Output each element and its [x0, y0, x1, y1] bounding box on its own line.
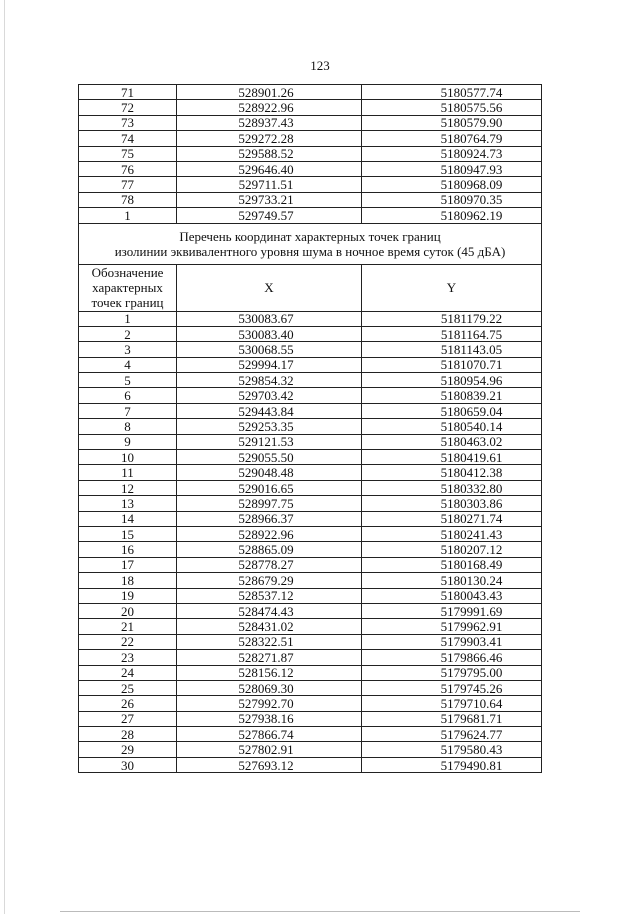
point-number-cell: 12: [79, 480, 177, 495]
y-coordinate-cell: 5180575.56: [362, 100, 542, 115]
y-coordinate-cell: 5180764.79: [362, 131, 542, 146]
y-coordinate-cell: 5180540.14: [362, 419, 542, 434]
table-row: [79, 146, 542, 161]
y-coordinate-cell: 5180924.73: [362, 146, 542, 161]
table-row: [79, 650, 542, 665]
x-coordinate-cell: 529272.28: [177, 131, 362, 146]
x-coordinate-cell: 529854.32: [177, 373, 362, 388]
table-row: [79, 388, 542, 403]
table-row: [79, 131, 542, 146]
table-row: [79, 373, 542, 388]
header-y: Y: [362, 264, 542, 311]
caption-line-2: изолинии эквивалентного уровня шума в ночное время суток (45 дБА): [114, 243, 506, 259]
point-number-cell: 7: [79, 403, 177, 418]
header-label-line-3: точек границ: [91, 295, 164, 311]
y-coordinate-cell: 5181143.05: [362, 342, 542, 357]
x-coordinate-cell: 529016.65: [177, 480, 362, 495]
table-row: [79, 557, 542, 572]
point-number-cell: 16: [79, 542, 177, 557]
y-coordinate-cell: 5179903.41: [362, 634, 542, 649]
scan-edge: [4, 0, 5, 914]
table-row: [79, 450, 542, 465]
x-coordinate-cell: 528966.37: [177, 511, 362, 526]
y-coordinate-cell: 5179745.26: [362, 680, 542, 695]
point-number-cell: 9: [79, 434, 177, 449]
x-coordinate-cell: 527992.70: [177, 696, 362, 711]
table-row: [79, 588, 542, 603]
table-row: [79, 542, 542, 557]
main-rows: [79, 311, 542, 773]
table-row: [79, 511, 542, 526]
point-number-cell: 74: [79, 131, 177, 146]
y-coordinate-cell: 5180303.86: [362, 496, 542, 511]
x-coordinate-cell: 528474.43: [177, 603, 362, 618]
y-coordinate-cell: 5179624.77: [362, 727, 542, 742]
table-row: [79, 603, 542, 618]
y-coordinate-cell: 5180043.43: [362, 588, 542, 603]
y-coordinate-cell: 5179991.69: [362, 603, 542, 618]
x-coordinate-cell: 527693.12: [177, 757, 362, 772]
x-coordinate-cell: 528322.51: [177, 634, 362, 649]
table-row: [79, 619, 542, 634]
x-coordinate-cell: 529646.40: [177, 161, 362, 176]
x-coordinate-cell: 527802.91: [177, 742, 362, 757]
x-coordinate-cell: 527866.74: [177, 727, 362, 742]
table-row: [79, 465, 542, 480]
point-number-cell: 25: [79, 680, 177, 695]
x-coordinate-cell: 528901.26: [177, 85, 362, 100]
y-coordinate-cell: 5180271.74: [362, 511, 542, 526]
point-number-cell: 76: [79, 161, 177, 176]
point-number-cell: 75: [79, 146, 177, 161]
y-coordinate-cell: 5180968.09: [362, 177, 542, 192]
point-number-cell: 30: [79, 757, 177, 772]
top-rows: [79, 85, 542, 224]
x-coordinate-cell: 530083.67: [177, 311, 362, 326]
x-coordinate-cell: 528778.27: [177, 557, 362, 572]
table-row: [79, 634, 542, 649]
x-coordinate-cell: 530083.40: [177, 326, 362, 341]
point-number-cell: 15: [79, 526, 177, 541]
table-caption: [79, 223, 542, 264]
point-number-cell: 19: [79, 588, 177, 603]
x-coordinate-cell: 528937.43: [177, 115, 362, 130]
point-number-cell: 11: [79, 465, 177, 480]
y-coordinate-cell: 5180659.04: [362, 403, 542, 418]
x-coordinate-cell: 529443.84: [177, 403, 362, 418]
x-coordinate-cell: 527938.16: [177, 711, 362, 726]
x-coordinate-cell: 529055.50: [177, 450, 362, 465]
x-coordinate-cell: 529048.48: [177, 465, 362, 480]
x-coordinate-cell: 529703.42: [177, 388, 362, 403]
x-coordinate-cell: 528271.87: [177, 650, 362, 665]
table-row: [79, 680, 542, 695]
table-row: [79, 526, 542, 541]
table-row: [79, 208, 542, 223]
y-coordinate-cell: 5180577.74: [362, 85, 542, 100]
x-coordinate-cell: 529733.21: [177, 192, 362, 207]
y-coordinate-cell: 5179962.91: [362, 619, 542, 634]
point-number-cell: 8: [79, 419, 177, 434]
table-row: [79, 696, 542, 711]
point-number-cell: 14: [79, 511, 177, 526]
header-label-line-1: Обозначение: [91, 265, 164, 281]
point-number-cell: 73: [79, 115, 177, 130]
point-number-cell: 77: [79, 177, 177, 192]
table-row: [79, 711, 542, 726]
point-number-cell: 6: [79, 388, 177, 403]
x-coordinate-cell: 528156.12: [177, 665, 362, 680]
table-row: [79, 419, 542, 434]
y-coordinate-cell: 5179866.46: [362, 650, 542, 665]
x-coordinate-cell: 528069.30: [177, 680, 362, 695]
y-coordinate-cell: 5180419.61: [362, 450, 542, 465]
y-coordinate-cell: 5180962.19: [362, 208, 542, 223]
table-row: [79, 434, 542, 449]
y-coordinate-cell: 5180947.93: [362, 161, 542, 176]
x-coordinate-cell: 529749.57: [177, 208, 362, 223]
page-number: 123: [310, 58, 330, 73]
y-coordinate-cell: 5179795.00: [362, 665, 542, 680]
x-coordinate-cell: 528537.12: [177, 588, 362, 603]
point-number-cell: 1: [79, 311, 177, 326]
y-coordinate-cell: 5179580.43: [362, 742, 542, 757]
table-row: [79, 192, 542, 207]
point-number-cell: 28: [79, 727, 177, 742]
point-number-cell: 1: [79, 208, 177, 223]
table-row: [79, 326, 542, 341]
table-row: [79, 342, 542, 357]
table-row: [79, 161, 542, 176]
x-coordinate-cell: 529711.51: [177, 177, 362, 192]
point-number-cell: 17: [79, 557, 177, 572]
y-coordinate-cell: 5180579.90: [362, 115, 542, 130]
y-coordinate-cell: 5181164.75: [362, 326, 542, 341]
point-number-cell: 24: [79, 665, 177, 680]
point-number-cell: 27: [79, 711, 177, 726]
header-label-line-2: характерных: [92, 280, 163, 296]
point-number-cell: 5: [79, 373, 177, 388]
caption-section: [79, 223, 542, 311]
point-number-cell: 72: [79, 100, 177, 115]
point-number-cell: 23: [79, 650, 177, 665]
table-row: [79, 177, 542, 192]
x-coordinate-cell: 529994.17: [177, 357, 362, 372]
table-row: [79, 311, 542, 326]
y-coordinate-cell: 5180970.35: [362, 192, 542, 207]
x-coordinate-cell: 528922.96: [177, 100, 362, 115]
bottom-rule: [60, 911, 580, 912]
point-number-cell: 3: [79, 342, 177, 357]
coordinates-table: [78, 84, 542, 773]
point-number-cell: 10: [79, 450, 177, 465]
point-number-cell: 18: [79, 573, 177, 588]
x-coordinate-cell: 529588.52: [177, 146, 362, 161]
point-number-cell: 20: [79, 603, 177, 618]
y-coordinate-cell: 5179710.64: [362, 696, 542, 711]
point-number-cell: 13: [79, 496, 177, 511]
y-coordinate-cell: 5179490.81: [362, 757, 542, 772]
header-row: [79, 264, 542, 311]
y-coordinate-cell: 5181070.71: [362, 357, 542, 372]
y-coordinate-cell: 5180463.02: [362, 434, 542, 449]
table-row: [79, 357, 542, 372]
table-row: [79, 403, 542, 418]
caption-row: [79, 223, 542, 264]
x-coordinate-cell: 528922.96: [177, 526, 362, 541]
point-number-cell: 71: [79, 85, 177, 100]
table-row: [79, 100, 542, 115]
point-number-cell: 26: [79, 696, 177, 711]
x-coordinate-cell: 528431.02: [177, 619, 362, 634]
point-number-cell: 21: [79, 619, 177, 634]
header-point-label: [79, 264, 177, 311]
point-number-cell: 22: [79, 634, 177, 649]
y-coordinate-cell: 5181179.22: [362, 311, 542, 326]
caption-line-1: Перечень координат характерных точек границ: [179, 228, 441, 244]
table-row: [79, 115, 542, 130]
y-coordinate-cell: 5179681.71: [362, 711, 542, 726]
y-coordinate-cell: 5180168.49: [362, 557, 542, 572]
x-coordinate-cell: 529253.35: [177, 419, 362, 434]
table-row: [79, 742, 542, 757]
point-number-cell: 29: [79, 742, 177, 757]
header-x: X: [177, 264, 362, 311]
table-row: [79, 85, 542, 100]
x-coordinate-cell: 529121.53: [177, 434, 362, 449]
y-coordinate-cell: 5180332.80: [362, 480, 542, 495]
y-coordinate-cell: 5180839.21: [362, 388, 542, 403]
y-coordinate-cell: 5180130.24: [362, 573, 542, 588]
x-coordinate-cell: 528865.09: [177, 542, 362, 557]
point-number-cell: 78: [79, 192, 177, 207]
point-number-cell: 2: [79, 326, 177, 341]
x-coordinate-cell: 530068.55: [177, 342, 362, 357]
table-row: [79, 665, 542, 680]
y-coordinate-cell: 5180954.96: [362, 373, 542, 388]
table-row: [79, 496, 542, 511]
point-number-cell: 4: [79, 357, 177, 372]
y-coordinate-cell: 5180207.12: [362, 542, 542, 557]
table-row: [79, 573, 542, 588]
x-coordinate-cell: 528679.29: [177, 573, 362, 588]
x-coordinate-cell: 528997.75: [177, 496, 362, 511]
table-row: [79, 757, 542, 772]
y-coordinate-cell: 5180412.38: [362, 465, 542, 480]
table-row: [79, 480, 542, 495]
y-coordinate-cell: 5180241.43: [362, 526, 542, 541]
table-row: [79, 727, 542, 742]
